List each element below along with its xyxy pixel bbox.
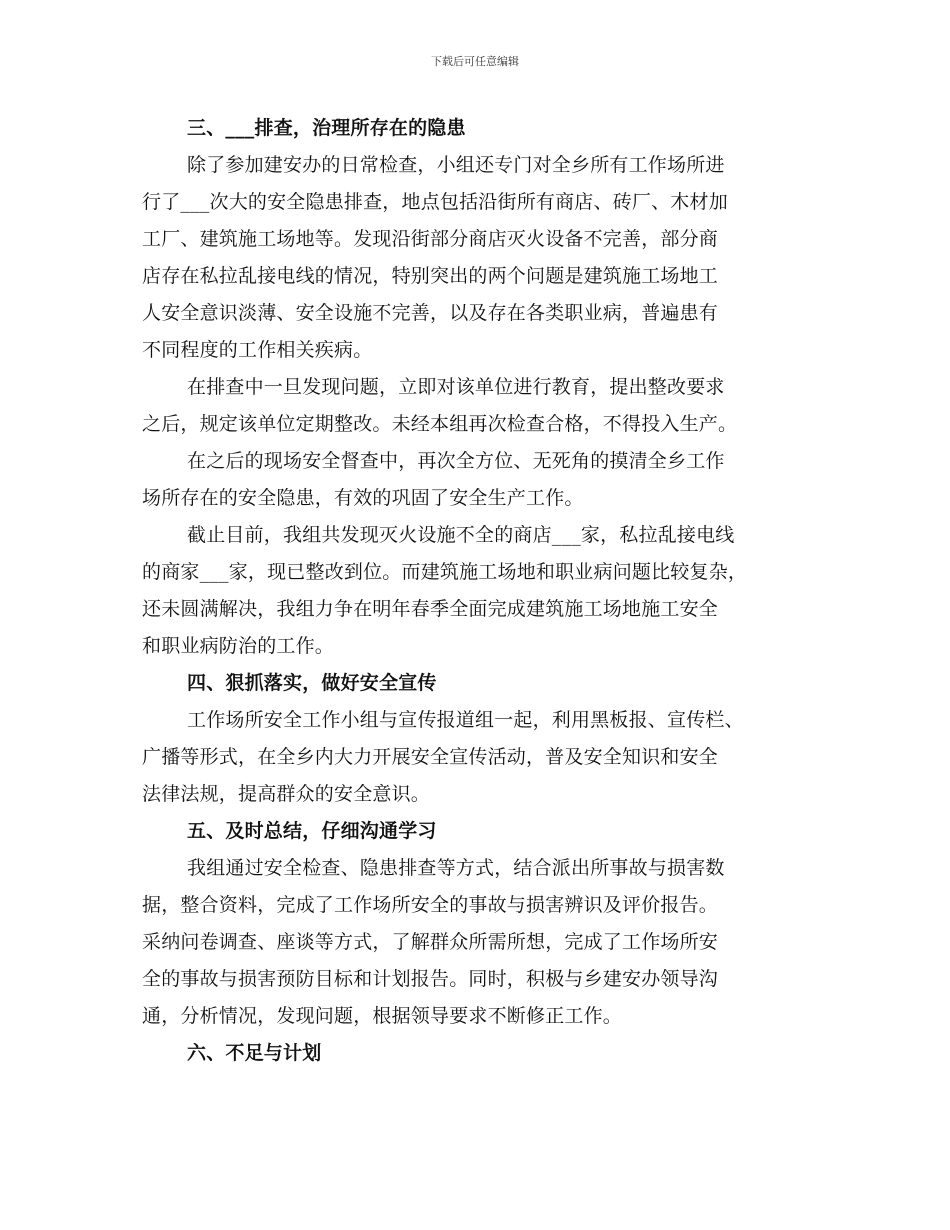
section-heading: 五、及时总结，仔细沟通学习 (187, 820, 437, 842)
section-heading: 四、狠抓落实，做好安全宣传 (187, 672, 437, 694)
paragraph-line: 通，分析情况，发现问题，根据领导要求不断修正工作。 (142, 1005, 623, 1027)
paragraph-line: 工作场所安全工作小组与宣传报道组一起，利用黑板报、宣传栏、 (187, 709, 744, 731)
paragraph-line: 行了___次大的安全隐患排查，地点包括沿街所有商店、砖厂、木材加 (142, 191, 728, 213)
page-header: 下载后可任意编辑 (431, 55, 519, 68)
paragraph-line: 的商家___家，现已整改到位。而建筑施工场地和职业病问题比较复杂， (142, 561, 748, 583)
document-body (142, 110, 812, 1072)
paragraph-line: 工厂、建筑施工场地等。发现沿街部分商店灭火设备不完善，部分商 (142, 228, 719, 250)
section-heading: 三、___排查，治理所存在的隐患 (187, 117, 466, 139)
paragraph-line: 在之后的现场安全督查中，再次全方位、无死角的摸清全乡工作 (187, 450, 725, 472)
paragraph-line: 和职业病防治的工作。 (142, 635, 335, 657)
paragraph-line: 除了参加建安办的日常检查，小组还专门对全乡所有工作场所进 (187, 154, 725, 176)
paragraph-line: 采纳问卷调查、座谈等方式，了解群众所需所想，完成了工作场所安 (142, 931, 719, 953)
paragraph-line: 广播等形式，在全乡内大力开展安全宣传活动，普及安全知识和安全 (142, 746, 719, 768)
paragraph-line: 在排查中一旦发现问题，立即对该单位进行教育，提出整改要求 (187, 376, 725, 398)
section-heading: 六、不足与计划 (187, 1042, 322, 1064)
paragraph-line: 法律法规，提高群众的安全意识。 (142, 783, 431, 805)
paragraph-line: 不同程度的工作相关疾病。 (142, 339, 373, 361)
paragraph-line: 人安全意识淡薄、安全设施不完善，以及存在各类职业病，普遍患有 (142, 302, 719, 324)
paragraph-line: 场所存在的安全隐患，有效的巩固了安全生产工作。 (142, 487, 584, 509)
paragraph-line: 据，整合资料，完成了工作场所安全的事故与损害辨识及评价报告。 (142, 894, 719, 916)
paragraph-line: 我组通过安全检查、隐患排查等方式，结合派出所事故与损害数 (187, 857, 725, 879)
paragraph-line: 之后，规定该单位定期整改。未经本组再次检查合格，不得投入生产。 (142, 413, 738, 435)
paragraph-line: 店存在私拉乱接电线的情况，特别突出的两个问题是建筑施工场地工 (142, 265, 719, 287)
paragraph-line: 还未圆满解决，我组力争在明年春季全面完成建筑施工场地施工安全 (142, 598, 719, 620)
paragraph-line: 全的事故与损害预防目标和计划报告。同时，积极与乡建安办领导沟 (142, 968, 719, 990)
paragraph-line: 截止目前，我组共发现灭火设施不全的商店___家，私拉乱接电线 (187, 524, 735, 546)
